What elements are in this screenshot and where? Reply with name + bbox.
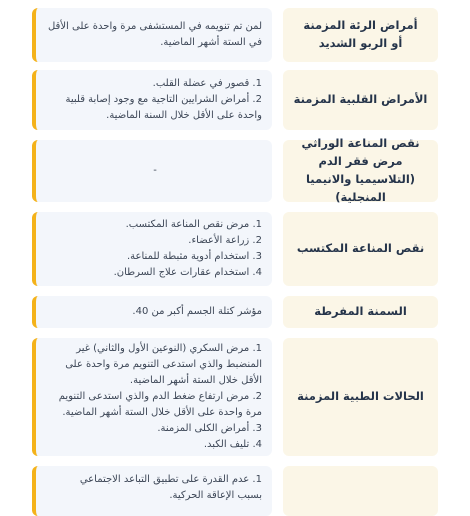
- row-category: نقص المناعة الوراثي مرض فقر الدم (التلاسيميا والانيميا المنجلية): [283, 140, 438, 202]
- description-line: 2. أمراض الشرايين التاجية مع وجود إصابة قلبية واحدة على الأقل خلال السنة الماضية.: [65, 94, 262, 121]
- row-description: [32, 140, 272, 202]
- row-description: [32, 338, 272, 456]
- row-category: الحالات الطبية المزمنة: [283, 338, 438, 456]
- table-row: [0, 296, 470, 328]
- description-line: 4. استخدام عقارات علاج السرطان.: [113, 267, 262, 278]
- table-row: [0, 8, 470, 62]
- row-category: أمراض الرئة المزمنة أو الربو الشديد: [283, 8, 438, 62]
- description-line: 4. تليف الكبد.: [203, 439, 262, 450]
- table-row: [0, 466, 470, 500]
- row-description: [32, 8, 272, 62]
- description-line: لمن تم تنويمه في المستشفى مرة واحدة على الأقل في الستة أشهر الماضية.: [47, 21, 262, 48]
- row-description: [32, 296, 272, 328]
- table-row: [0, 136, 470, 204]
- row-category: [283, 466, 438, 516]
- description-line: بسبب الإعاقة الحركية.: [169, 490, 262, 501]
- row-description: [32, 466, 272, 516]
- row-category: السمنة المفرطة: [283, 296, 438, 328]
- description-line: 1. عدم القدرة على تطبيق التباعد الاجتماعي: [79, 474, 262, 485]
- description-line: 1. مرض السكري (النوعين الأول والثاني) غير المنضبط والذي استدعى التنويم مرة واحدة على الأقل خلال الستة أشهر الماضية.: [65, 343, 262, 386]
- table-row: [0, 212, 470, 286]
- description-line: 2. مرض ارتفاع ضغط الدم والذي استدعى التنويم مرة واحدة على الأقل خلال الستة أشهر الماضية.: [58, 391, 262, 418]
- description-line: 2. زراعة الأعضاء.: [188, 235, 262, 246]
- row-description: [32, 70, 272, 130]
- row-description: [32, 212, 272, 286]
- table-row: [0, 338, 470, 456]
- row-category: نقص المناعة المكتسب: [283, 212, 438, 286]
- table-row: [0, 70, 470, 130]
- description-line: 3. استخدام أدوية مثبطة للمناعة.: [127, 251, 262, 262]
- description-line: -: [153, 165, 157, 176]
- description-line: مؤشر كتلة الجسم أكبر من 40.: [132, 306, 262, 317]
- description-line: 1. قصور في عضلة القلب.: [152, 78, 262, 89]
- description-line: 1. مرض نقص المناعة المكتسب.: [125, 219, 262, 230]
- row-category: الأمراض القلبية المزمنة: [283, 70, 438, 130]
- description-line: 3. أمراض الكلى المزمنة.: [157, 423, 262, 434]
